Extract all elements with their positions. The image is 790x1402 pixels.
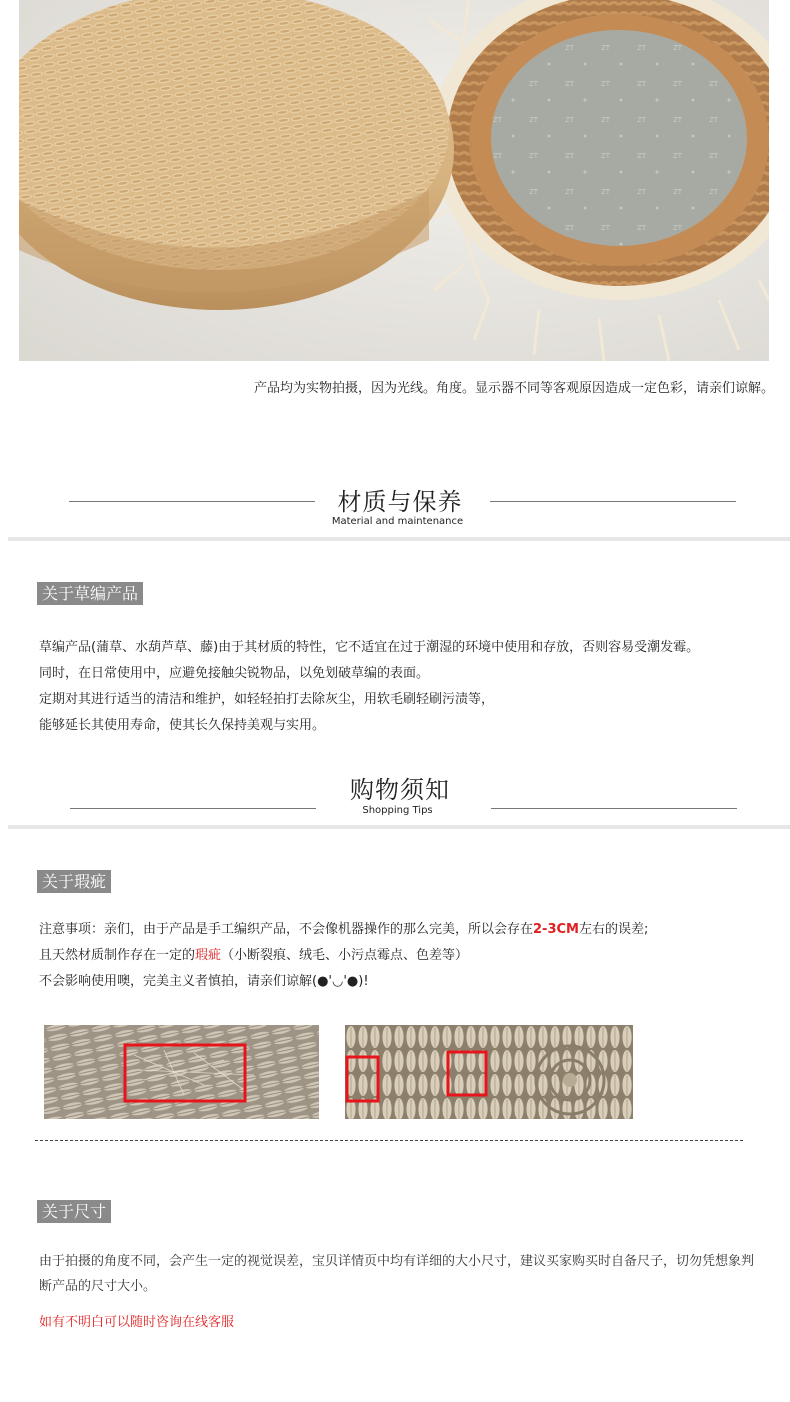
error-range: 2-3CM — [533, 922, 579, 937]
flaw-keyword: 瑕疵 — [195, 948, 222, 963]
section-title: 材质与保养 — [337, 488, 463, 516]
flaw-example-photo-2 — [345, 1025, 633, 1119]
section-header-material — [0, 482, 790, 542]
photo-caption: 产品均为实物拍摄，因为光线。角度。显示器不同等客观原因造成一定色彩，请亲们谅解。 — [253, 381, 774, 396]
section-divider — [8, 537, 790, 541]
material-paragraph — [39, 635, 699, 739]
section-divider — [8, 825, 790, 829]
contact-service-note: 如有不明白可以随时咨询在线客服 — [39, 1315, 235, 1330]
flaw-example-photo-1 — [44, 1025, 319, 1119]
material-line-2: 同时，在日常使用中，应避免接触尖锐物品，以免划破草编的表面。 — [39, 666, 430, 681]
material-line-4: 能够延长其使用寿命，使其长久保持美观与实用。 — [39, 718, 326, 733]
section-header-shopping — [0, 770, 790, 830]
dashed-separator — [35, 1140, 743, 1141]
section-title: 购物须知 — [350, 776, 450, 804]
product-photo — [19, 0, 769, 361]
tag-size: 关于尺寸 — [37, 1200, 111, 1223]
flaw-line-2: 且天然材质制作存在一定的瑕疵（小断裂痕、绒毛、小污点霉点、色差等） — [39, 948, 469, 963]
flaw-paragraph — [39, 917, 648, 995]
flaw-line-3: 不会影响使用噢，完美主义者慎拍，请亲们谅解(●'◡'●)! — [39, 974, 369, 989]
section-subtitle: Shopping Tips — [362, 805, 433, 816]
tag-flaws: 关于瑕疵 — [37, 870, 111, 893]
straw-cushion-and-placemat-photo — [19, 0, 769, 361]
flaw-line-1: 注意事项：亲们，由于产品是手工编织产品，不会像机器操作的那么完美，所以会存在2-3CM左右的误差; — [39, 922, 649, 937]
tag-straw-products: 关于草编产品 — [37, 582, 143, 605]
material-line-3: 定期对其进行适当的清洁和维护，如轻轻拍打去除灰尘，用软毛刷轻刷污渍等， — [39, 692, 495, 707]
material-line-1: 草编产品(蒲草、水葫芦草、藤)由于其材质的特性，它不适宜在过于潮湿的环境中使用和存放，否则容易受潮发霉。 — [39, 640, 700, 655]
section-subtitle: Material and maintenance — [331, 516, 464, 527]
size-paragraph: 由于拍摄的角度不同，会产生一定的视觉误差，宝贝详情页中均有详细的大小尺寸，建议买家购买时自备尺子，切勿凭想象判断产品的尺寸大小。 — [39, 1254, 755, 1294]
